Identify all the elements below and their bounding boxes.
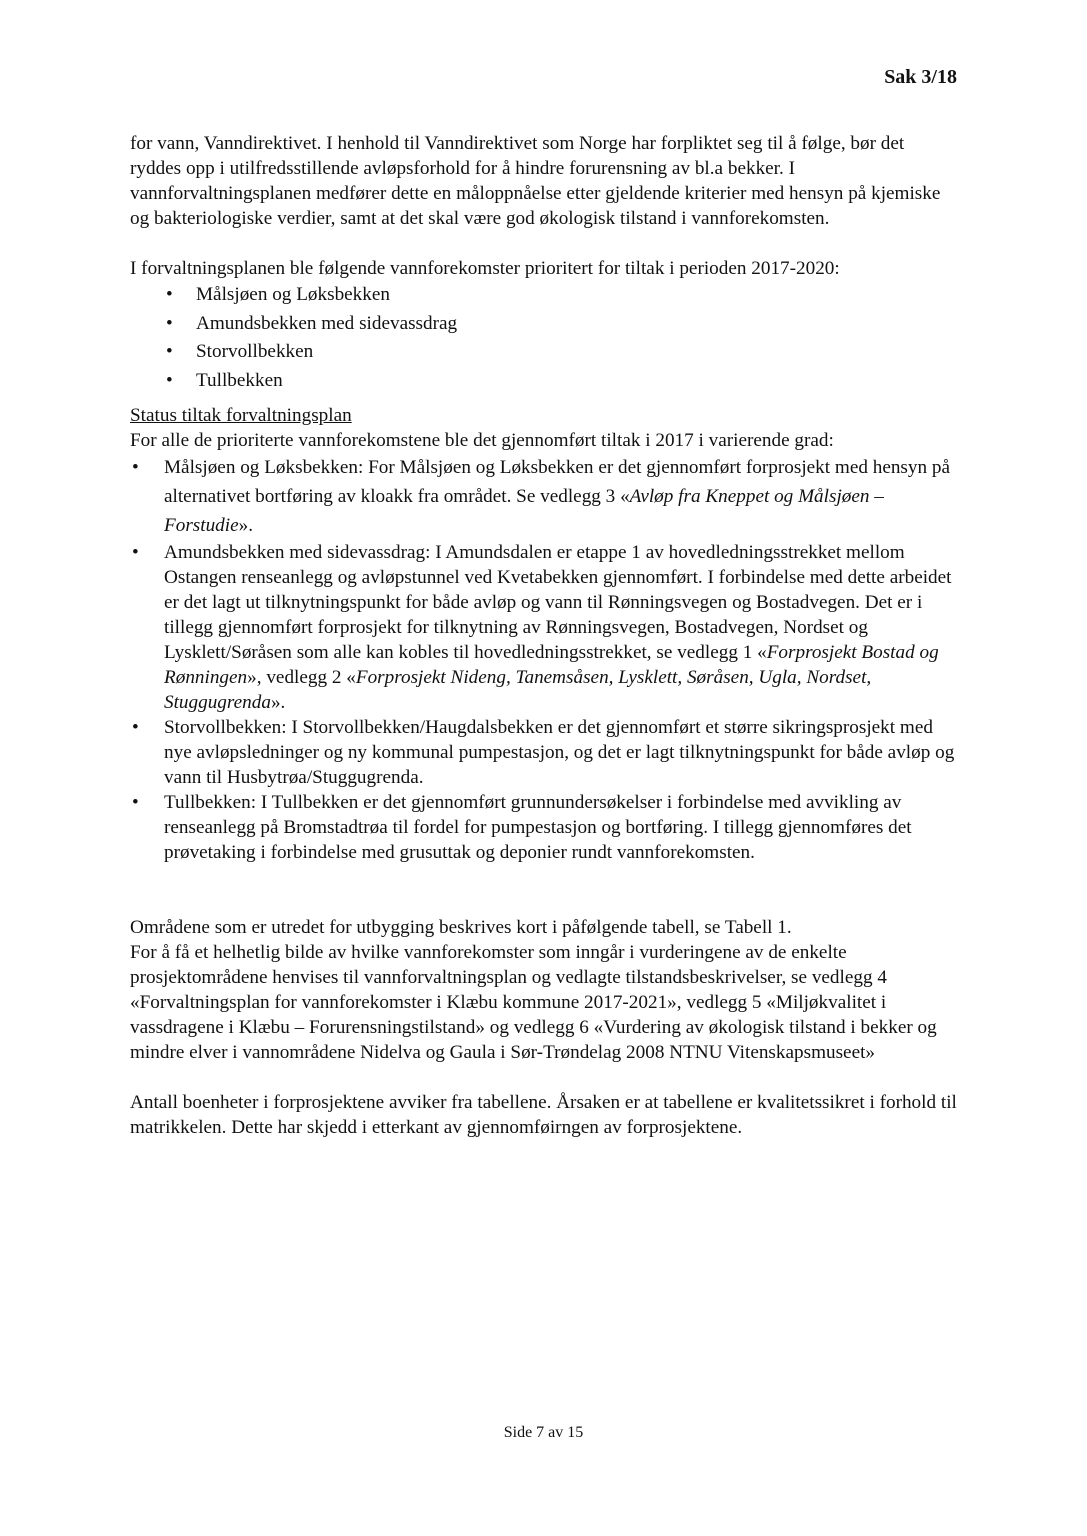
status-intro: For alle de prioriterte vannforekomstene ble det gjennomført tiltak i 2017 i varierende grad:: [130, 430, 834, 451]
intro-paragraph: for vann, Vanndirektivet. I henhold til Vanndirektivet som Norge har forpliktet seg til å følge, bør det ryddes opp i utilfredsstillende avløpsforhold for å hindre forurensning av bl.a bekker. I vannforvaltningsplanen medfører dette en måloppnåelse etter gjeldende kriterier med hensyn på kjemiske og bakteriologiske verdier, samt at det skal være god økologisk tilstand i vannforekomsten.: [130, 133, 941, 229]
attachment-ref: Forprosjekt Bostad og Rønningen: [164, 642, 939, 688]
priority-list: [130, 281, 960, 395]
priority-list-item: • Storvollbekken: [166, 338, 960, 367]
status-item-malsjoen: • Målsjøen og Løksbekken: For Målsjøen og Løksbekken er det gjennomført forprosjekt med hensyn på alternativet bortføring av kloakk fra området. Se vedlegg 3 «Avløp fra Kneppet og Målsjøen – Forstudie».: [130, 453, 960, 540]
status-heading: Status tiltak forvaltningsplan: [130, 405, 352, 426]
status-list: [130, 453, 960, 865]
units-paragraph: Antall boenheter i forprosjektene avviker fra tabellene. Årsaken er at tabellene er kvalitetssikret i forhold til matrikkelen. Dette har skjedd i etterkant av gjennomføirngen av forprosjektene.: [130, 1092, 957, 1138]
priority-intro: I forvaltningsplanen ble følgende vannforekomster prioritert for tiltak i perioden 2017-2020:: [130, 258, 840, 279]
priority-list-item: • Amundsbekken med sidevassdrag: [166, 310, 960, 339]
status-item-storvollbekken: • Storvollbekken: I Storvollbekken/Haugdalsbekken er det gjennomført et større sikringsprosjekt med nye avløpsledninger og ny kommunal pumpestasjon, og det er lagt tilknytningspunkt for både avløp og vann til Husbytrøa/Stuggugrenda.: [130, 715, 960, 790]
areas-paragraph: For å få et helhetlig bilde av hvilke vannforekomster som inngår i vurderingene av de enkelte prosjektområdene henvises til vannforvaltningsplan og vedlagte tilstandsbeskrivelser, se vedlegg 4 «Forvaltningsplan for vannforekomster i Klæbu kommune 2017-2021», vedlegg 5 «Miljøkvalitet i vassdragene i Klæbu – Forurensningstilstand» og vedlegg 6 «Vurdering av økologisk tilstand i bekker og mindre elver i vannområdene Nidelva og Gaula i Sør-Trøndelag 2008 NTNU Vitenskapsmuseet»: [130, 942, 937, 1063]
areas-paragraph-line1: Områdene som er utredet for utbygging beskrives kort i påfølgende tabell, se Tabell 1.: [130, 917, 792, 938]
status-item-amundsbekken: • Amundsbekken med sidevassdrag: I Amundsdalen er etappe 1 av hovedledningsstrekket mellom Ostangen renseanlegg og avløpstunnel ved Kvetabekken gjennomført. I forbindelse med dette arbeidet er det lagt ut tilknytningspunkt for både avløp og vann til Rønningsvegen og Bostadvegen. Det er i tillegg gjennomført forprosjekt for tilknytning av Rønningsvegen, Bostadvegen, Nordset og Lysklett/Søråsen som alle kan kobles til hovedledningsstrekket, se vedlegg 1 «Forprosjekt Bostad og Rønningen», vedlegg 2 «Forprosjekt Nideng, Tanemsåsen, Lysklett, Søråsen, Ugla, Nordset, Stuggugrenda».: [130, 540, 960, 715]
priority-list-item: • Tullbekken: [166, 367, 960, 396]
priority-list-item: • Målsjøen og Løksbekken: [166, 281, 960, 310]
case-reference: Sak 3/18: [884, 66, 957, 88]
status-item-tullbekken: • Tullbekken: I Tullbekken er det gjennomført grunnundersøkelser i forbindelse med avvikling av renseanlegg på Bromstadtrøa til fordel for pumpestasjon og bortføring. I tillegg gjennomføres det prøvetaking i forbindelse med grusuttak og deponier rundt vannforekomsten.: [130, 790, 960, 865]
attachment-ref: Avløp fra Kneppet og Målsjøen – Forstudie: [164, 486, 884, 536]
spacer: [130, 865, 960, 915]
attachment-ref: Forprosjekt Nideng, Tanemsåsen, Lysklett, Søråsen, Ugla, Nordset, Stuggugrenda: [164, 667, 872, 713]
page-number: Side 7 av 15: [503, 1424, 584, 1441]
document-body: [130, 131, 960, 1140]
spacer: [130, 231, 960, 256]
spacer: [130, 1065, 960, 1090]
